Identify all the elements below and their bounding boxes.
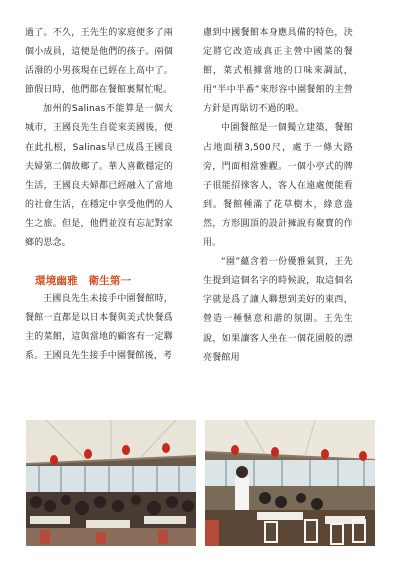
section-heading: 環境幽雅 衛生第一 [35,275,132,288]
left-paragraph-3: 王國良先生未接手中園餐館時，餐館一直都是以日本餐與美式快餐爲主的菜館，這與當地的顧客有一定聯系。王國良先生接手中園餐館後，考 [25,294,173,362]
right-paragraph-2: 中園餐館是一個獨立建築，餐館占地面積3,500尺，處于一條大路旁，門面相當雅觀。一個小亭式的牌子很能招徠客人，客人在遠處便能看到。餐館種滿了花草樹木，綠意盎然，方形圓頂的設計擁說有聚寶的作用。 [203,123,353,249]
right-text-column [203,24,353,368]
left-text-column [25,24,173,367]
restaurant-photo-right [205,420,375,546]
left-paragraph-2: 加州的Salinas不能算是一個大城市，王國良先生自從來美國後，便在此扎根，Salinas早已成爲王國良夫婦第二個故鄉了。華人喜歡穩定的生活，王國良夫婦都已經融入了當地的社會生活，在穩定中享受他們的人生之旅。但是，他們並沒有忘記對家鄉的思念。 [25,104,173,249]
restaurant-photo-left [26,420,196,546]
left-paragraph-1: 過了。不久，王先生的家庭便多了兩個小成員，這便是他們的孩子。兩個活潑的小男孩現在已經在上高中了。節假日時，他們都在餐館裏幫忙呢。 [25,28,173,96]
paragraph-gap [25,253,173,272]
right-paragraph-1: 慮到中國餐館本身應具備的特色，決定將它改造成真正主營中國菜的餐館，菜式根據當地的口味來調試，用“半中半番”來形容中園餐館的主營方針是再貼切不過的啦。 [203,28,353,115]
right-paragraph-3: “園”蘊含着一份優雅氣質，王先生提到這個名字的時候說，取這個名字就是爲了讓人聯想到美好的東西，營造一種愜意和諧的氛圍。王先生說，如果讓客人坐在一個花園般的漂亮餐館用 [203,257,353,363]
